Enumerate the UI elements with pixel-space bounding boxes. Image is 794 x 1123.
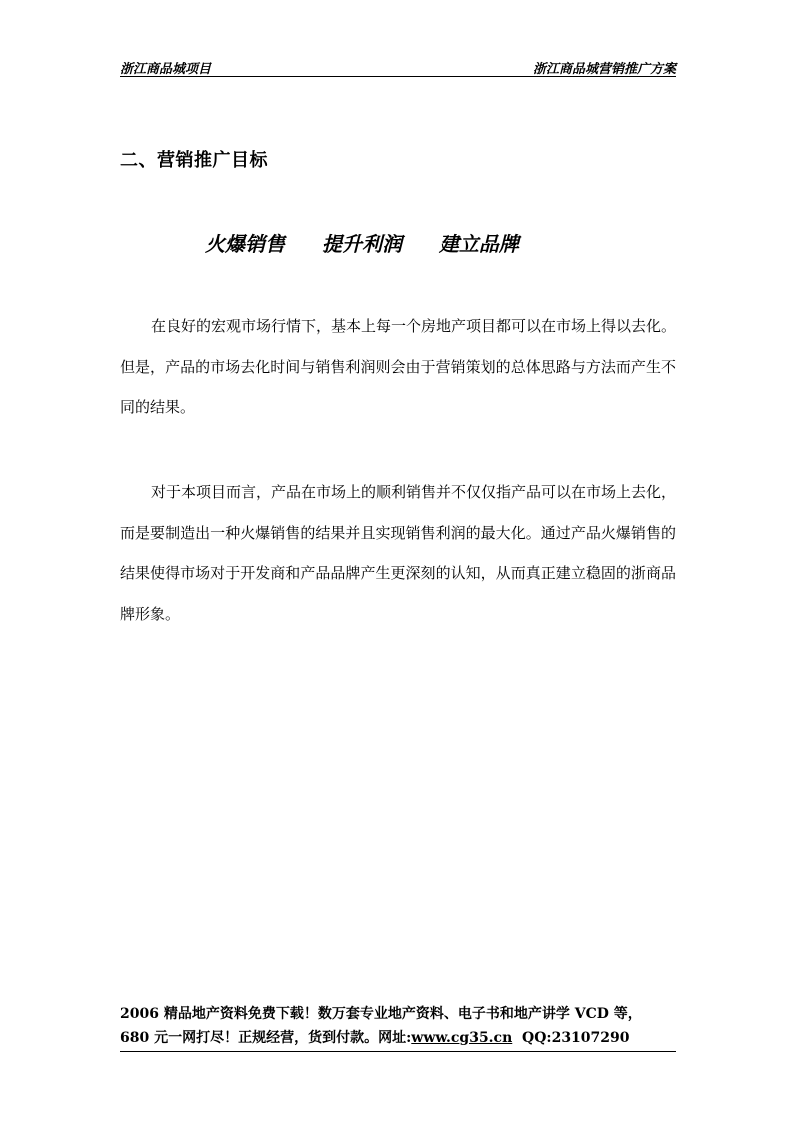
header-document-title: 浙江商品城营销推广方案	[532, 62, 676, 77]
section-title: 二、营销推广目标	[120, 150, 268, 171]
footer-line-1: 2006 精品地产资料免费下载！数万套专业地产资料、电子书和地产讲学 VCD 等，	[120, 1006, 642, 1022]
footer-line-2-text: 680 元一网打尽！正规经营，货到付款。网址:	[120, 1030, 412, 1046]
slogan-line	[205, 228, 519, 257]
slogan-3: 建立品牌	[438, 232, 519, 256]
paragraph-1: 在良好的宏观市场行情下，基本上每一个房地产项目都可以在市场上得以去化。但是，产品的市场去化时间与销售利润则会由于营销策划的总体思路与方法而产生不同的结果。	[120, 317, 677, 416]
page-footer	[120, 1002, 676, 1052]
slogan-2: 提升利润	[321, 232, 402, 256]
footer-qq: QQ:23107290	[522, 1030, 630, 1046]
header-project-name: 浙江商品城项目	[120, 62, 212, 77]
paragraph-2: 对于本项目而言，产品在市场上的顺利销售并不仅仅指产品可以在市场上去化，而是要制造出一种火爆销售的结果并且实现销售利润的最大化。通过产品火爆销售的结果使得市场对于开发商和产品品牌产生更深刻的认知，从而真正建立稳固的浙商品牌形象。	[120, 483, 677, 623]
slogan-1: 火爆销售	[205, 232, 285, 256]
footer-website-link[interactable]: www.cg35.cn	[411, 1030, 513, 1046]
footer-line-2	[120, 1026, 676, 1050]
page-header	[120, 54, 676, 77]
